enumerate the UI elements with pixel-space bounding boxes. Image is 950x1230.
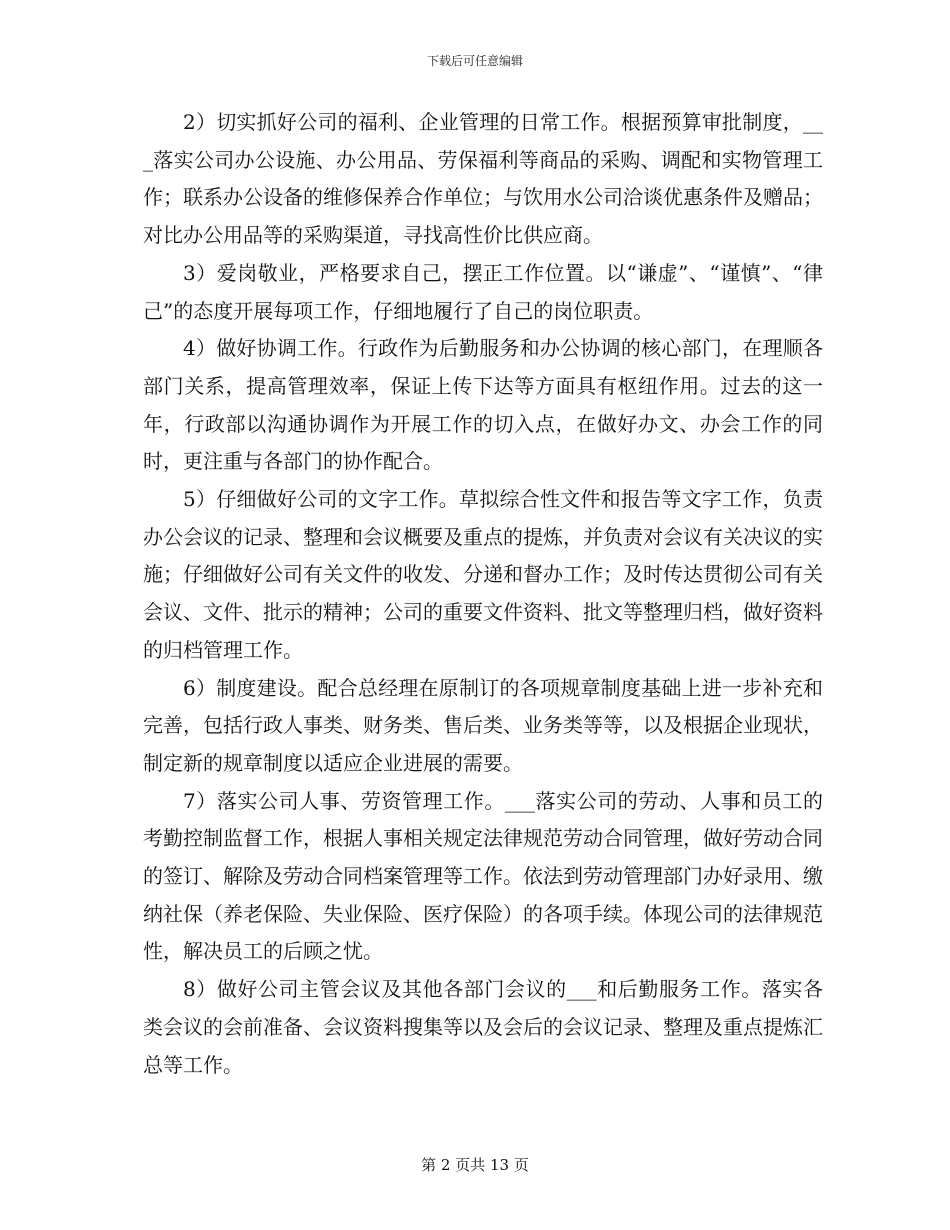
- paragraph-5-document-work: 5）仔细做好公司的文字工作。草拟综合性文件和报告等文字工作，负责办公会议的记录、整理和会议概要及重点的提炼，并负责对会议有关决议的实施；仔细做好公司有关文件的收发、分递和督办工作；及时传达贯彻公司有关会议、文件、批示的精神；公司的重要文件资料、批文等整理归档，做好资料的归档管理工作。: [143, 487, 823, 662]
- page-header: 下载后可任意编辑: [426, 54, 523, 68]
- paragraph-3-dedication: 3）爱岗敬业，严格要求自己，摆正工作位置。以“谦虚”、“谨慎”、“律己”的态度开展每项工作，仔细地履行了自己的岗位职责。: [143, 260, 823, 323]
- page-footer: 第 2 页共 13 页: [421, 1156, 529, 1174]
- paragraph-7-personnel-management: 7）落实公司人事、劳资管理工作。___落实公司的劳动、人事和员工的考勤控制监督工作，根据人事相关规定法律规范劳动合同管理，做好劳动合同的签订、解除及劳动合同档案管理等工作。依法到劳动管理部门办好录用、缴纳社保（养老保险、失业保险、医疗保险）的各项手续。体现公司的法律规范性，解决员工的后顾之忧。: [143, 788, 823, 964]
- paragraph-4-coordination: 4）做好协调工作。行政作为后勤服务和办公协调的核心部门，在理顺各部门关系，提高管理效率，保证上传下达等方面具有枢纽作用。过去的这一年，行政部以沟通协调作为开展工作的切入点，在做好办文、办会工作的同时，更注重与各部门的协作配合。: [143, 336, 823, 474]
- paragraph-6-system-building: 6）制度建设。配合总经理在原制订的各项规章制度基础上进一步补充和完善，包括行政人事类、财务类、售后类、业务类等等，以及根据企业现状，制定新的规章制度以适应企业进展的需要。: [143, 675, 823, 775]
- paragraph-8-meeting-service: 8）做好公司主管会议及其他各部门会议的___和后勤服务工作。落实各类会议的会前准备、会议资料搜集等以及会后的会议记录、整理及重点提炼汇总等工作。: [143, 977, 823, 1077]
- document-body: [143, 104, 823, 1084]
- paragraph-2-welfare-management: 2）切实抓好公司的福利、企业管理的日常工作。根据预算审批制度，___落实公司办公设施、办公用品、劳保福利等商品的采购、调配和实物管理工作；联系办公设备的维修保养合作单位；与饮用水公司洽谈优惠条件及赠品；对比办公用品等的采购渠道，寻找高性价比供应商。: [143, 110, 823, 248]
